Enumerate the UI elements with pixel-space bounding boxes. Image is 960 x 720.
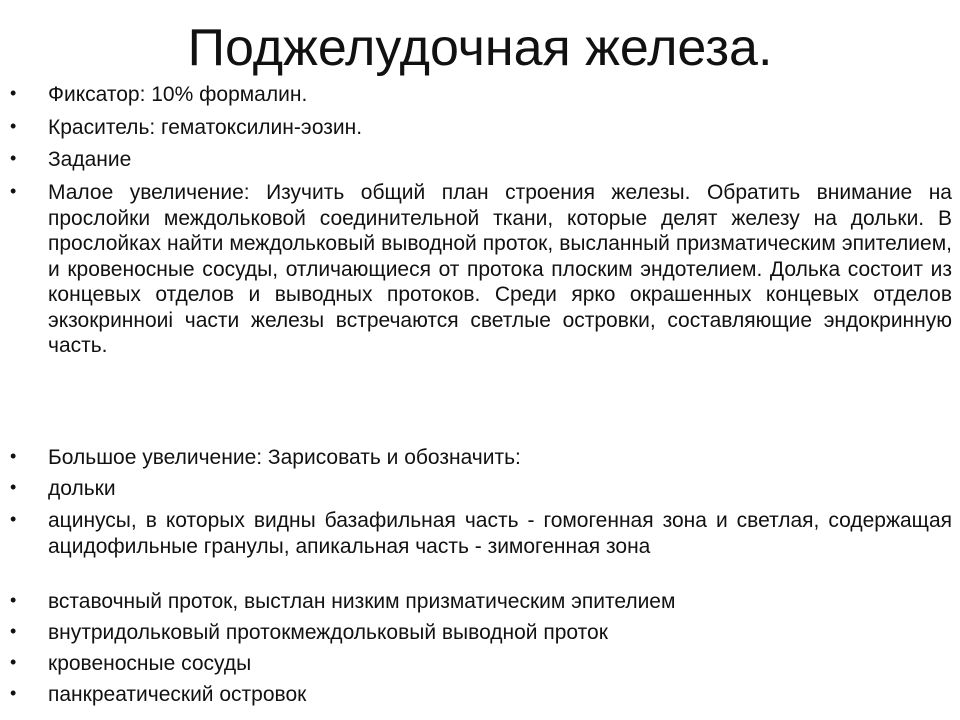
bullet-text: Фиксатор: 10% формалин. [48,83,308,106]
bullet-marker: • [10,477,17,497]
bullet-item-high-magnification [10,445,952,471]
bullet-item-lobules [10,476,952,502]
bullet-text: дольки [48,477,116,500]
bullet-text: вставочный проток, выстлан низким призматическим эпителием [48,590,676,613]
bullet-marker: • [10,590,17,610]
bullet-item-blood-vessels [10,651,952,677]
bullet-text: кровеносные сосуды [48,652,252,675]
bullet-item-low-magnification [10,180,952,359]
bullet-item-pancreatic-islet [10,682,952,708]
bullet-marker: • [10,116,17,136]
bullet-text: внутридольковый протокмеждольковый выводной проток [48,621,608,644]
bullet-text: Малое увеличение: Изучить общий план строения железы. Обратить внимание на прослойки междольковой соединительной ткани, которые делят железу на дольки. В прослойках найти междольковый выводной проток, высланный призматическим эпителием, и кровеносные сосуды, отличающиеся от протока плоским эндотелием. Долька состоит из концевых отделов и выводных протоков. Среди ярко окрашенных концевых отделов экзокринноиі части железы встречаются светлые островки, составляющие эндокринную часть. [48,181,952,357]
bullet-marker: • [10,446,17,466]
bullet-text: Задание [48,148,132,171]
bullet-marker: • [10,148,17,168]
bullet-marker: • [10,683,17,703]
bullet-item-intercalated-duct [10,589,952,615]
bullet-item-task [10,147,952,173]
bullet-marker: • [10,509,17,529]
bullet-marker: • [10,83,17,103]
bullet-text: Краситель: гематоксилин-эозин. [48,116,363,139]
bullet-item-acini [10,508,952,559]
bullet-marker: • [10,181,17,201]
bullet-item-stain [10,115,952,141]
bullet-text: панкреатический островок [48,683,307,706]
bullet-marker: • [10,621,17,641]
bullet-marker: • [10,652,17,672]
slide-title: Поджелудочная железа. [187,19,773,77]
bullet-item-intralobular-duct [10,620,952,646]
bullet-text: ацинусы, в которых видны базафильная часть - гомогенная зона и светлая, содержащая ацидофильные гранулы, апикальная часть - зимогенная зона [48,509,952,558]
bullet-text: Большое увеличение: Зарисовать и обозначить: [48,446,521,469]
bullet-item-fixator [10,82,952,108]
